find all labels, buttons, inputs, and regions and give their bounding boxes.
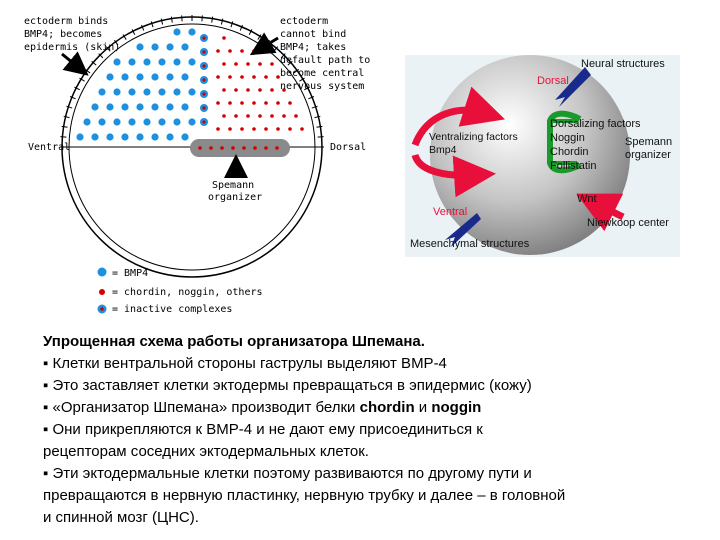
ectoderm-cell: [62, 126, 68, 127]
dorsal-label-right: Dorsal: [537, 75, 569, 87]
organizer-line: organizer: [208, 192, 263, 203]
chordin-dot: [240, 49, 244, 53]
dorsalizing-line: Noggin: [550, 132, 585, 144]
bmp4-dot: [121, 73, 128, 80]
ventral-label: Ventral: [28, 142, 71, 153]
inactive-complex-core: [202, 64, 205, 67]
inactive-complex-core: [202, 120, 205, 123]
bmp4-dot: [181, 133, 188, 140]
bmp4-dot: [158, 88, 165, 95]
explanation-line: рецепторам соседних эктодермальных клеток.: [43, 443, 369, 460]
chordin-dot: [282, 114, 286, 118]
bmp4-dot: [188, 58, 195, 65]
bmp4-dot: [106, 103, 113, 110]
ectoderm-binds-line: ectoderm binds: [24, 16, 109, 27]
explanation-line: [43, 397, 693, 419]
bmp4-dot: [181, 43, 188, 50]
chordin-dot: [246, 88, 250, 92]
ventral-label-right: Ventral: [433, 206, 468, 218]
organizer-dot: [264, 146, 268, 150]
organizer-line: Spemann: [212, 180, 255, 191]
dorsalizing-line: Dorsalizing factors: [550, 118, 641, 130]
chordin-dot: [258, 114, 262, 118]
chordin-dot: [258, 62, 262, 66]
chordin-dot: [234, 62, 238, 66]
explanation-line: ▪ Это заставляет клетки эктодермы превращаться в эпидермис (кожу): [43, 377, 532, 394]
legend-chordin-swatch: [99, 289, 105, 295]
bmp4-dot: [128, 58, 135, 65]
chordin-dot: [264, 101, 268, 105]
spemann-label-right: [625, 136, 675, 161]
bmp4-dot: [173, 28, 180, 35]
bmp4-dot: [158, 58, 165, 65]
explanation-line: ▪ Они прикрепляются к BMP-4 и не дают ему присоединиться к: [43, 421, 483, 438]
bmp4-dot: [136, 43, 143, 50]
embryo-sphere-diagram: [405, 55, 680, 257]
ectoderm-cannot-line: nervous system: [280, 81, 365, 92]
explanation-line: превращаются в нервную пластинку, нервную трубку и далее – в головной: [43, 487, 566, 504]
bmp4-dot: [166, 133, 173, 140]
bmp4-dot: [143, 88, 150, 95]
bmp4-dot: [166, 103, 173, 110]
bmp4-dot: [91, 103, 98, 110]
ectoderm-cell: [161, 19, 162, 25]
bmp4-dot: [76, 133, 83, 140]
organizer-dot: [198, 146, 202, 150]
bmp4-dot: [136, 133, 143, 140]
noggin-word: noggin: [431, 399, 482, 416]
chordin-dot: [216, 101, 220, 105]
bmp4-dot: [113, 88, 120, 95]
ectoderm-cell: [212, 17, 213, 23]
explanation-line: ▪ Клетки вентральной стороны гаструлы выделяют BMP-4: [43, 355, 447, 372]
organizer-dot: [275, 146, 279, 150]
organizer-label: [208, 180, 262, 203]
ventralizing-line: Bmp4: [429, 144, 457, 156]
chordin-dot: [240, 127, 244, 131]
legend-inactive-text: = inactive complexes: [112, 304, 233, 315]
bmp4-dot: [151, 73, 158, 80]
explanation-line: ▪ Эти эктодермальные клетки поэтому развиваются по другому пути и: [43, 465, 532, 482]
chordin-dot: [252, 75, 256, 79]
ectoderm-cannot-line: cannot bind: [280, 29, 347, 40]
bmp4-dot: [113, 58, 120, 65]
spemann-line: Spemann: [625, 136, 673, 148]
bmp4-dot: [98, 118, 105, 125]
line-part: ▪ «Организатор Шпемана» производит белки: [43, 399, 360, 416]
ventralizing-line: Ventralizing factors: [429, 131, 518, 143]
ectoderm-cell: [171, 17, 172, 23]
gastrula-diagram: [0, 0, 400, 330]
organizer-dot: [220, 146, 224, 150]
ectoderm-binds-line: BMP4; becomes: [24, 29, 103, 40]
legend-chordin-text: = chordin, noggin, others: [112, 287, 263, 298]
chordin-dot: [234, 114, 238, 118]
inactive-complex-core: [202, 106, 205, 109]
ectoderm-binds-label: [24, 16, 120, 53]
chordin-dot: [240, 101, 244, 105]
bmp4-dot: [166, 43, 173, 50]
bmp4-dot: [151, 103, 158, 110]
chordin-dot: [222, 88, 226, 92]
chordin-dot: [264, 75, 268, 79]
chordin-dot: [270, 114, 274, 118]
chordin-dot: [258, 88, 262, 92]
spemann-line: organizer: [625, 149, 671, 161]
bmp4-dot: [136, 73, 143, 80]
chordin-dot: [228, 49, 232, 53]
ectoderm-binds-line: epidermis (skin): [24, 42, 121, 53]
explanation-line: и спинной мозг (ЦНС).: [43, 509, 199, 526]
chordin-dot: [216, 75, 220, 79]
chordin-dot: [228, 75, 232, 79]
bmp4-dot: [188, 118, 195, 125]
organizer-dot: [253, 146, 257, 150]
chordin-dot: [252, 101, 256, 105]
organizer-dot: [209, 146, 213, 150]
chordin-dot: [300, 127, 304, 131]
chordin-dot: [240, 75, 244, 79]
inactive-complex-core: [202, 78, 205, 81]
dorsalizing-line: Chordin: [550, 146, 589, 158]
mesenchymal-label: Mesenchymal structures: [410, 238, 530, 250]
inactive-complex-core: [202, 50, 205, 53]
chordin-dot: [270, 62, 274, 66]
chordin-dot: [276, 101, 280, 105]
ectoderm-cannot-line: BMP4; takes: [280, 42, 347, 53]
line-part: и: [414, 399, 432, 416]
chordin-dot: [246, 114, 250, 118]
bmp4-dot: [121, 103, 128, 110]
explanation-text: [43, 331, 693, 529]
bmp4-dot: [151, 133, 158, 140]
bmp4-dot: [113, 118, 120, 125]
bmp4-dot: [173, 58, 180, 65]
bmp4-dot: [166, 73, 173, 80]
inactive-complex-core: [202, 36, 205, 39]
chordin-dot: [294, 114, 298, 118]
dorsal-label: Dorsal: [330, 142, 367, 153]
bmp4-dot: [143, 118, 150, 125]
wnt-label: Wnt: [577, 193, 597, 205]
ectoderm-cannot-label: [280, 16, 376, 92]
bmp4-dot: [181, 73, 188, 80]
inactive-complex-core: [202, 92, 205, 95]
chordin-dot: [252, 127, 256, 131]
bmp4-dot: [158, 118, 165, 125]
ectoderm-cannot-line: become central: [280, 68, 365, 79]
bmp4-dot: [121, 133, 128, 140]
explanation-title: Упрощенная схема работы организатора Шпемана.: [43, 333, 425, 350]
chordin-dot: [246, 62, 250, 66]
bmp4-dot: [143, 58, 150, 65]
bmp4-dot: [106, 73, 113, 80]
bmp4-dot: [91, 133, 98, 140]
legend-bmp4-text: = BMP4: [112, 268, 149, 279]
ectoderm-cannot-line: ectoderm: [280, 16, 329, 27]
chordin-dot: [222, 114, 226, 118]
organizer-dot: [242, 146, 246, 150]
ectoderm-cannot-line: default path to: [280, 55, 371, 66]
chordin-dot: [288, 101, 292, 105]
bmp4-dot: [136, 103, 143, 110]
chordin-dot: [222, 36, 226, 40]
chordin-dot: [270, 88, 274, 92]
bmp4-dot: [151, 43, 158, 50]
bmp4-dot: [173, 88, 180, 95]
bmp4-dot: [188, 28, 195, 35]
ectoderm-cell: [316, 126, 322, 127]
bmp4-dot: [83, 118, 90, 125]
bmp4-dot: [188, 88, 195, 95]
ectoderm-cell: [64, 116, 70, 117]
spemann-organizer-shape: [190, 139, 290, 157]
bmp4-dot: [106, 133, 113, 140]
chordin-dot: [234, 88, 238, 92]
chordin-dot: [264, 127, 268, 131]
ectoderm-cell: [221, 19, 222, 25]
chordin-dot: [228, 127, 232, 131]
niewkoop-label: Niewkoop center: [587, 217, 669, 229]
chordin-dot: [222, 62, 226, 66]
chordin-word: chordin: [359, 399, 415, 416]
chordin-dot: [288, 127, 292, 131]
chordin-dot: [216, 49, 220, 53]
chordin-dot: [216, 127, 220, 131]
dorsalizing-line: Follistatin: [550, 160, 597, 172]
legend-bmp4-swatch: [98, 268, 107, 277]
organizer-dot: [231, 146, 235, 150]
chordin-dot: [276, 127, 280, 131]
bmp4-dot: [181, 103, 188, 110]
ectoderm-binds-arrow: [62, 54, 84, 72]
bmp4-dot: [98, 88, 105, 95]
chordin-dot: [228, 101, 232, 105]
legend: [98, 268, 263, 316]
bmp4-dot: [173, 118, 180, 125]
bmp4-dot: [128, 88, 135, 95]
bmp4-dot: [128, 118, 135, 125]
neural-structures-label: Neural structures: [581, 58, 665, 70]
ectoderm-cell: [315, 116, 321, 117]
legend-inactive-core: [100, 307, 104, 311]
